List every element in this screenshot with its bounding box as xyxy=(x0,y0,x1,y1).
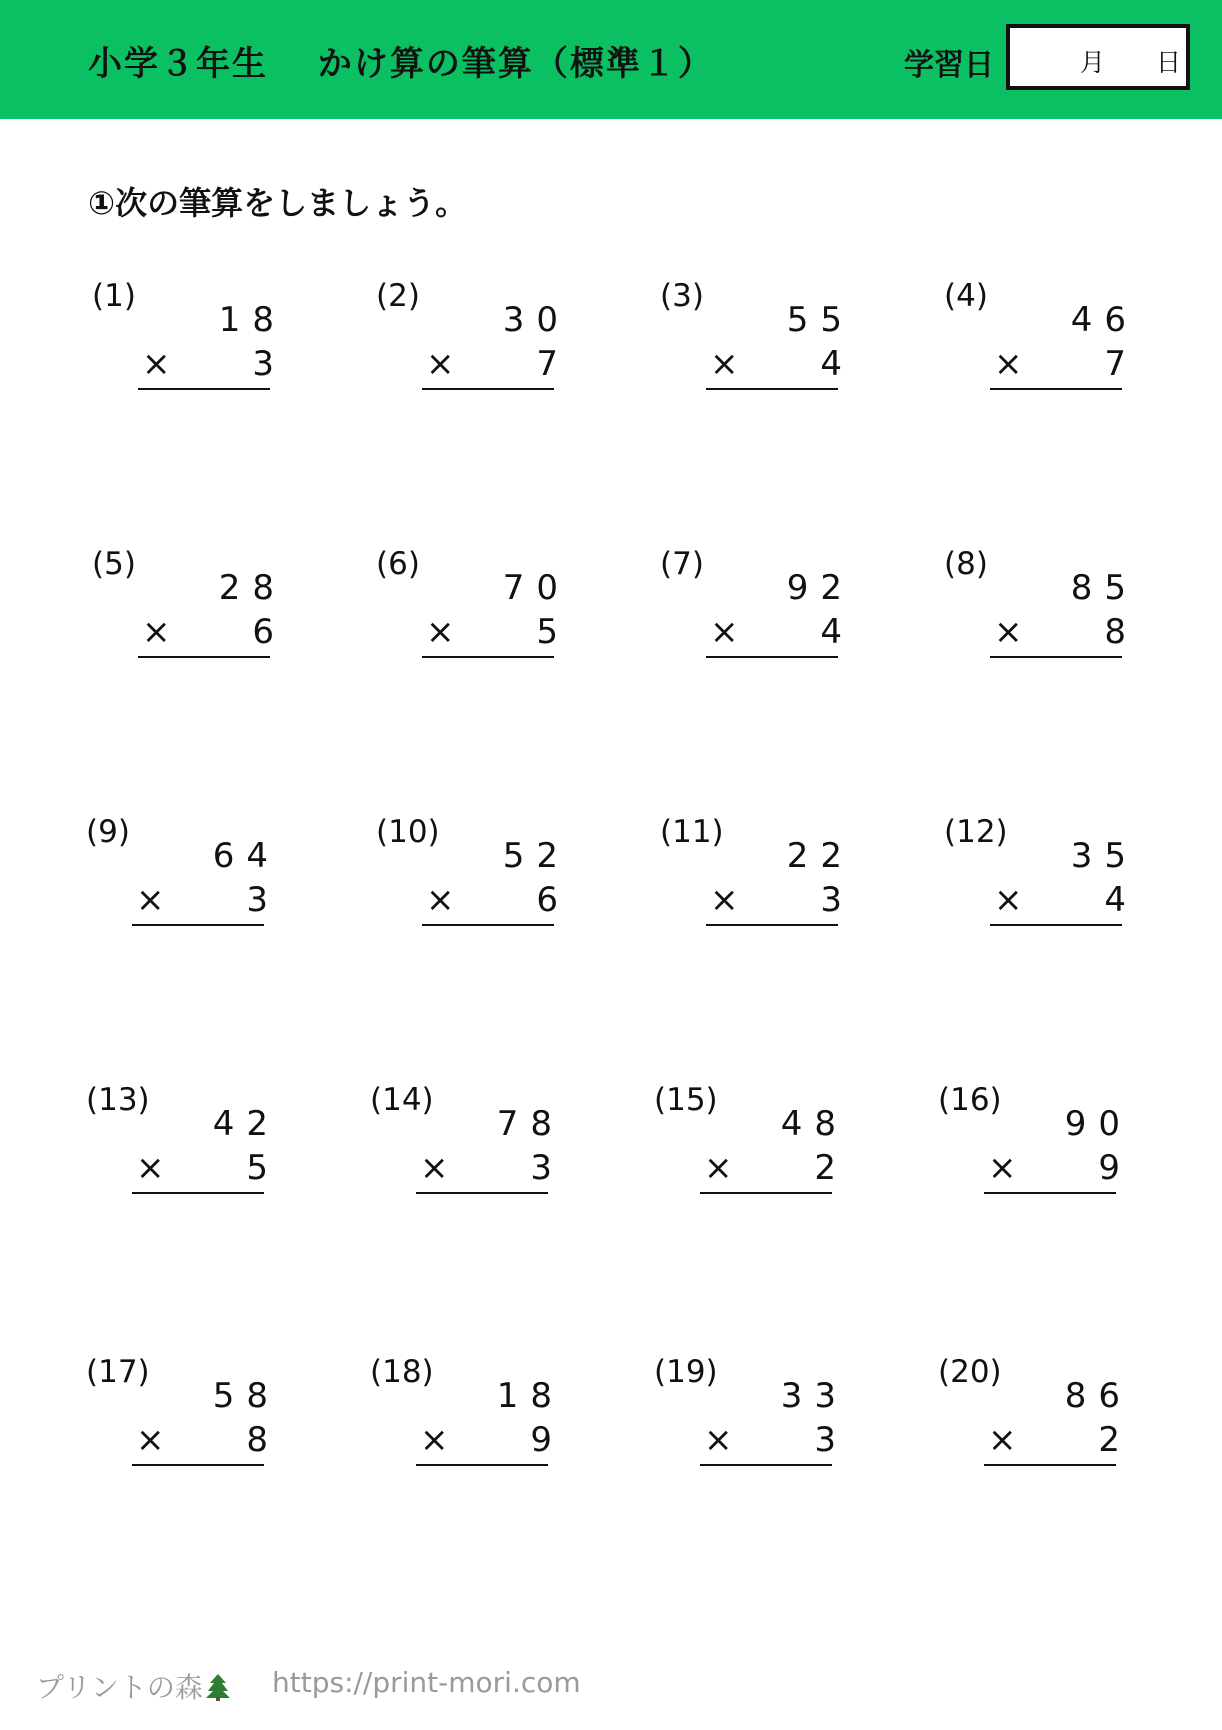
multiplicand: 18 xyxy=(218,300,286,340)
problem-number: (4) xyxy=(944,278,988,314)
multiplier: 9 xyxy=(530,1420,552,1460)
multiplier: 3 xyxy=(530,1148,552,1188)
answer-line xyxy=(138,388,270,390)
times-sign: × xyxy=(420,1148,449,1188)
problem-item xyxy=(92,278,292,408)
answer-line xyxy=(706,924,838,926)
problem-number: (12) xyxy=(944,814,1008,850)
answer-line xyxy=(990,388,1122,390)
times-sign: × xyxy=(710,344,739,384)
problem-item xyxy=(370,1354,570,1484)
multiplier: 9 xyxy=(1098,1148,1120,1188)
multiplier: 5 xyxy=(536,612,558,652)
answer-line xyxy=(132,1192,264,1194)
multiplicand: 58 xyxy=(212,1376,280,1416)
problem-number: (3) xyxy=(660,278,704,314)
problem-number: (2) xyxy=(376,278,420,314)
problem-number: (19) xyxy=(654,1354,718,1390)
multiplicand: 22 xyxy=(786,836,854,876)
problem-number: (20) xyxy=(938,1354,1002,1390)
answer-line xyxy=(706,388,838,390)
multiplicand: 85 xyxy=(1070,568,1138,608)
multiplier: 7 xyxy=(1104,344,1126,384)
answer-line xyxy=(422,656,554,658)
multiplicand: 70 xyxy=(502,568,570,608)
problem-number: (9) xyxy=(86,814,130,850)
footer-brand xyxy=(36,1666,231,1708)
problem-item xyxy=(938,1082,1138,1212)
problem-item xyxy=(944,814,1144,944)
answer-line xyxy=(700,1464,832,1466)
times-sign: × xyxy=(704,1420,733,1460)
times-sign: × xyxy=(704,1148,733,1188)
multiplier: 3 xyxy=(814,1420,836,1460)
problem-item xyxy=(944,278,1144,408)
problem-item xyxy=(376,814,576,944)
multiplicand: 18 xyxy=(496,1376,564,1416)
problem-number: (14) xyxy=(370,1082,434,1118)
problem-number: (8) xyxy=(944,546,988,582)
problem-item xyxy=(660,278,860,408)
problem-number: (18) xyxy=(370,1354,434,1390)
page-title: 小学３年生 かけ算の筆算（標準１） xyxy=(88,44,714,84)
problem-number: (15) xyxy=(654,1082,718,1118)
multiplier: 2 xyxy=(1098,1420,1120,1460)
instruction-text: ①次の筆算をしましょう。 xyxy=(88,184,468,222)
times-sign: × xyxy=(142,612,171,652)
multiplicand: 28 xyxy=(218,568,286,608)
problem-number: (5) xyxy=(92,546,136,582)
times-sign: × xyxy=(994,880,1023,920)
multiplicand: 42 xyxy=(212,1104,280,1144)
multiplicand: 90 xyxy=(1064,1104,1132,1144)
problem-item xyxy=(370,1082,570,1212)
answer-line xyxy=(706,656,838,658)
multiplier: 6 xyxy=(252,612,274,652)
times-sign: × xyxy=(988,1148,1017,1188)
multiplicand: 64 xyxy=(212,836,280,876)
answer-line xyxy=(138,656,270,658)
multiplier: 3 xyxy=(252,344,274,384)
answer-line xyxy=(416,1464,548,1466)
multiplier: 5 xyxy=(246,1148,268,1188)
multiplier: 4 xyxy=(820,344,842,384)
answer-line xyxy=(984,1464,1116,1466)
multiplicand: 55 xyxy=(786,300,854,340)
answer-line xyxy=(700,1192,832,1194)
tree-icon xyxy=(205,1673,231,1708)
problem-item xyxy=(86,1082,286,1212)
times-sign: × xyxy=(426,880,455,920)
answer-line xyxy=(132,1464,264,1466)
answer-line xyxy=(990,656,1122,658)
multiplier: 8 xyxy=(246,1420,268,1460)
times-sign: × xyxy=(988,1420,1017,1460)
times-sign: × xyxy=(994,344,1023,384)
problem-item xyxy=(654,1354,854,1484)
problem-item xyxy=(376,278,576,408)
problem-item xyxy=(92,546,292,676)
problem-number: (13) xyxy=(86,1082,150,1118)
multiplicand: 33 xyxy=(780,1376,848,1416)
times-sign: × xyxy=(710,880,739,920)
multiplicand: 92 xyxy=(786,568,854,608)
month-label: 月 xyxy=(1080,48,1106,77)
problem-number: (11) xyxy=(660,814,724,850)
multiplier: 2 xyxy=(814,1148,836,1188)
problem-item xyxy=(660,814,860,944)
multiplicand: 46 xyxy=(1070,300,1138,340)
answer-line xyxy=(422,924,554,926)
answer-line xyxy=(416,1192,548,1194)
footer-url: https://print-mori.com xyxy=(272,1666,581,1699)
problem-number: (1) xyxy=(92,278,136,314)
multiplicand: 78 xyxy=(496,1104,564,1144)
answer-line xyxy=(422,388,554,390)
multiplier: 7 xyxy=(536,344,558,384)
multiplicand: 52 xyxy=(502,836,570,876)
times-sign: × xyxy=(142,344,171,384)
times-sign: × xyxy=(136,1420,165,1460)
study-date-label: 学習日 xyxy=(904,48,994,83)
problem-item xyxy=(376,546,576,676)
multiplier: 4 xyxy=(820,612,842,652)
problem-item xyxy=(660,546,860,676)
problem-item xyxy=(654,1082,854,1212)
times-sign: × xyxy=(420,1420,449,1460)
answer-line xyxy=(132,924,264,926)
times-sign: × xyxy=(994,612,1023,652)
problem-number: (16) xyxy=(938,1082,1002,1118)
header-bar xyxy=(0,0,1222,119)
problem-number: (10) xyxy=(376,814,440,850)
problem-item xyxy=(86,1354,286,1484)
times-sign: × xyxy=(426,344,455,384)
problem-item xyxy=(938,1354,1138,1484)
times-sign: × xyxy=(710,612,739,652)
multiplicand: 35 xyxy=(1070,836,1138,876)
multiplier: 3 xyxy=(246,880,268,920)
problem-number: (6) xyxy=(376,546,420,582)
times-sign: × xyxy=(136,880,165,920)
multiplicand: 48 xyxy=(780,1104,848,1144)
problem-number: (17) xyxy=(86,1354,150,1390)
times-sign: × xyxy=(426,612,455,652)
answer-line xyxy=(984,1192,1116,1194)
problem-item xyxy=(944,546,1144,676)
multiplier: 6 xyxy=(536,880,558,920)
study-date-box xyxy=(1006,24,1190,90)
problem-number: (7) xyxy=(660,546,704,582)
multiplicand: 86 xyxy=(1064,1376,1132,1416)
multiplier: 3 xyxy=(820,880,842,920)
times-sign: × xyxy=(136,1148,165,1188)
multiplier: 8 xyxy=(1104,612,1126,652)
problem-item xyxy=(86,814,286,944)
multiplicand: 30 xyxy=(502,300,570,340)
answer-line xyxy=(990,924,1122,926)
brand-name: プリントの森 xyxy=(36,1671,203,1704)
day-label: 日 xyxy=(1156,48,1182,77)
multiplier: 4 xyxy=(1104,880,1126,920)
